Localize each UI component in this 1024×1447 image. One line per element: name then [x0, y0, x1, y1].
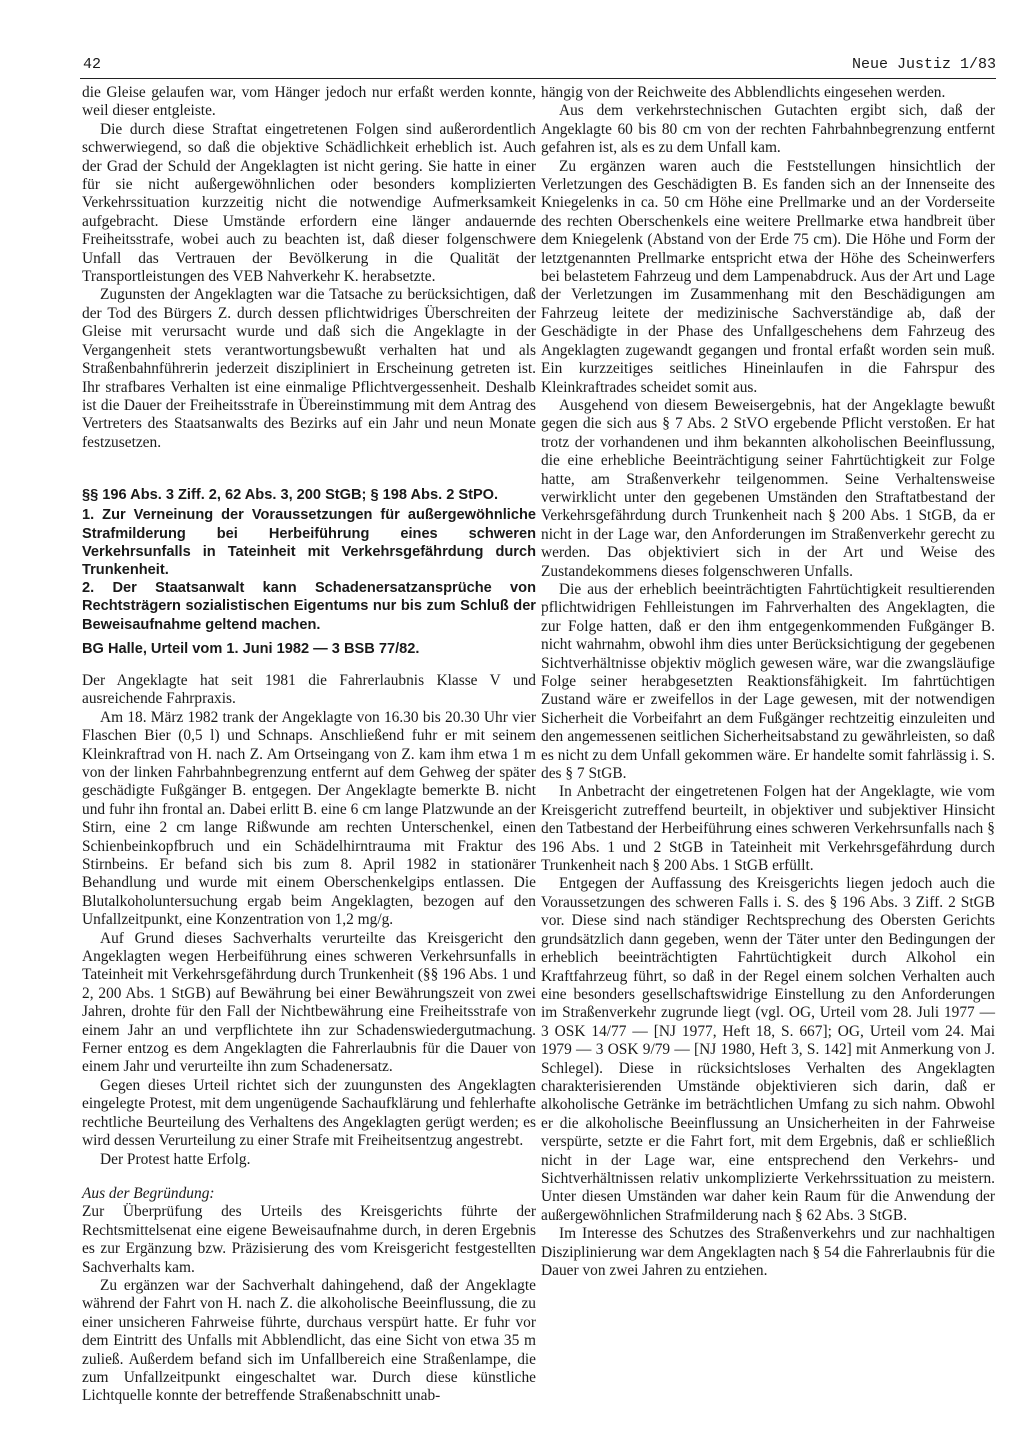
left-column	[82, 84, 536, 1406]
paragraph: Auf Grund dieses Sachverhalts verurteilte das Kreisgericht den Angeklagten wegen Herbeiführung eines schweren Verkehrsunfalls in Tateinheit mit Verkehrsgefährdung durch Trunkenheit (§§ 196 Abs. 1 und 2, 200 Abs. 1 StGB) auf Bewährung bei einer Bewährungszeit von zwei Jahren, drohte für den Fall der Nichtbewährung eine Freiheitsstrafe von einem Jahr an und verpflichtete ihn zur Schadenswiedergutmachung. Ferner entzog es dem Angeklagten die Fahrerlaubnis für die Dauer von einem Jahr und verurteilte ihn zum Schadenersatz.	[82, 929, 536, 1076]
paragraph: Zu ergänzen war der Sachverhalt dahingehend, daß der Angeklagte während der Fahrt von H. nach Z. die alkoholische Beeinflussung, die zu einer unsicheren Fahrweise führte, durchaus verspürt hatte. Er fuhr vor dem Eintritt des Unfalls mit Abblendlicht, das eine Sicht von etwa 35 m zuließ. Außerdem befand sich im Unfallbereich eine Straßenlampe, die zum Unfallzeitpunkt eingeschaltet war. Durch diese künstliche Lichtquelle konnte der betreffende Straßenabschnitt unab-	[82, 1276, 536, 1405]
paragraph: Gegen dieses Urteil richtet sich der zuungunsten des Angeklagten eingelegte Protest, mit dem ungenügende Sachaufklärung und fehlerhafte rechtliche Beurteilung des Verhaltens des Angeklagten gerügt werden; es wird dessen Verurteilung zu einer Strafe mit Freiheitsentzug angestrebt.	[82, 1076, 536, 1150]
court-decision: BG Halle, Urteil vom 1. Juni 1982 — 3 BSB 77/82.	[82, 640, 420, 657]
holding-1: 1. Zur Verneinung der Voraussetzungen für außergewöhnliche Strafmilderung bei Herbeiführung eines schweren Verkehrsunfalls in Tateinheit mit Verkehrsgefährdung durch Trunkenheit.	[82, 507, 536, 578]
page-number: 42	[83, 56, 102, 73]
paragraph: Entgegen der Auffassung des Kreisgerichts liegen jedoch auch die Voraussetzungen des schweren Falls i. S. des § 196 Abs. 3 Ziff. 2 StGB vor. Diese sind nach ständiger Rechtsprechung des Obersten Gerichts grundsätzlich dann gegeben, wenn der Täter unter den Bedingungen der erheblich beeinträchtigten Fahrtüchtigkeit durch Alkohol ein Kraftfahrzeug führt, so daß in der Regel einem solchen Verhalten auch eine besonders gesellschaftswidrige Einstellung zu den Anforderungen im Straßenverkehr zugrunde liegt (vgl. OG, Urteil vom 28. Juli 1977 — 3 OSK 14/77 — [NJ 1977, Heft 18, S. 667]; OG, Urteil vom 24. Mai 1979 — 3 OSK 9/79 — [NJ 1980, Heft 3, S. 142] mit Anmerkung von J. Schlegel). Diese in rücksichtsloses Verhalten des Angeklagten charakterisierenden Umstände objektivieren sich darin, daß er alkoholische Getränke im beträchtlichen Umfang zu sich nahm. Obwohl er die alkoholische Beeinflussung an Unsicherheiten in der Fahrweise verspürte, setzte er die Fahrt fort, mit dem Ergebnis, daß er schließlich nicht in der Lage war, eine entsprechend den Verkehrs- und Sichtverhältnissen relativ unkomplizierte Verkehrssituation zu meistern. Unter diesen Umständen war daher kein Raum für die Anwendung der außergewöhnlichen Strafmilderung nach § 62 Abs. 3 StGB.	[541, 875, 995, 1224]
paragraph: Zugunsten der Angeklagten war die Tatsache zu berücksichtigen, daß der Tod des Bürgers Z. durch dessen pflichtwidriges Überschreiten der Gleise mit verursacht wurde und daß sich die Angeklagte in der Vergangenheit stets verantwortungsbewußt verhalten hat und als Straßenbahnführerin jederzeit diszipliniert in Erscheinung getreten ist. Ihr strafbares Verhalten ist eine einmalige Pflichtvergessenheit. Deshalb ist die Dauer der Freiheitsstrafe in Übereinstimmung mit dem Antrag des Vertreters des Staatsanwalts des Bezirks auf ein Jahr und neun Monate festzusetzen.	[82, 286, 536, 451]
paragraph: Zu ergänzen waren auch die Feststellungen hinsichtlich der Verletzungen des Geschädigten B. Es fanden sich an der Innenseite des Kniegelenks in ca. 50 cm Höhe eine Prellmarke und an der Vorderseite des rechten Oberschenkels eine weitere Prellmarke etwa handbreit über dem Kniegelenk (Abstand von der Erde 75 cm). Die Höhe und Form der letztgenannten Prellmarke entspricht etwa der Höhe des Scheinwerfers bei belastetem Fahrzeug und dem Lampenabdruck. Aus der Art und Lage der Verletzungen im Zusammenhang mit den Beschädigungen am Fahrzeug leitete der medizinische Sachverständige ab, daß der Geschädigte in der Phase des Unfallgeschehens dem Fahrzeug des Angeklagten zugewandt gegangen und frontal erfaßt worden sein muß. Ein kurzzeitiges seitliches Hineinlaufen in die Fahrspur des Kleinkraftrades scheidet somit aus.	[541, 157, 995, 396]
paragraph: Der Protest hatte Erfolg.	[100, 1150, 251, 1168]
paragraph: hängig von der Reichweite des Abblendlichts eingesehen werden.	[541, 84, 946, 101]
section-heading: Aus der Begründung:	[82, 1184, 215, 1202]
paragraph: Der Angeklagte hat seit 1981 die Fahrerlaubnis Klasse V und ausreichende Fahrpraxis.	[82, 671, 536, 708]
paragraph: Die durch diese Straftat eingetretenen Folgen sind außerordentlich schwerwiegend, so daß die objektive Schädlichkeit erheblich ist. Auch der Grad der Schuld der Angeklagten ist nicht gering. Sie hatte in einer für sie nicht außergewöhnlichen oder besonders komplizierten Verkehrssituation kurzzeitig nicht die notwendige Aufmerksamkeit aufgebracht. Diese Umstände erfordern eine länger andauernde Freiheitsstrafe, wobei auch zu beachten ist, daß dieser folgenschwere Unfall das Vertrauen der Bevölkerung in die Qualität der Transportleistungen des VEB Nahverkehr K. herabsetzte.	[82, 120, 536, 286]
paragraph: die Gleise gelaufen war, vom Hänger jedoch nur erfaßt werden konnte, weil dieser entgleiste.	[82, 84, 536, 120]
paragraph: Im Interesse des Schutzes des Straßenverkehrs und zur nachhaltigen Disziplinierung war dem Angeklagten nach § 54 die Fahrerlaubnis für die Dauer von zwei Jahren zu entziehen.	[541, 1225, 995, 1279]
paragraph: Aus dem verkehrstechnischen Gutachten ergibt sich, daß der Angeklagte 60 bis 80 cm von der rechten Fahrbahnbegrenzung entfernt gefahren ist, als es zu dem Unfall kam.	[541, 102, 995, 157]
paragraph: Die aus der erheblich beeinträchtigten Fahrtüchtigkeit resultierenden pflichtwidrigen Fehlleistungen im Fahrverhalten des Angeklagten, die zur Folge hatten, daß er den ihm entgegenkommenden Fußgänger B. nicht wahrnahm, obwohl ihm dies unter Berücksichtigung der gegebenen Sichtverhältnisse objektiv möglich gewesen wäre, war die zwangsläufige Folge seiner herabgesetzten Reaktionsfähigkeit. Im fahrtüchtigen Zustand wäre er zweifellos in der Lage gewesen, mit der notwendigen Sicherheit die Vorbeifahrt an dem Fußgänger rechtzeitig einzuleiten und den angemessenen seitlichen Sicherheitsabstand zu gewährleisten, so daß es nicht zu dem Unfall gekommen wäre. Er handelte somit fahrlässig i. S. des § 7 StGB.	[541, 580, 995, 783]
paragraph: Ausgehend von diesem Beweisergebnis, hat der Angeklagte bewußt gegen die sich aus § 7 Abs. 2 StVO ergebende Pflicht verstoßen. Er hat trotz der vorhandenen und ihm bekannten alkoholischen Beeinflussung, die eine erhebliche Beeinträchtigung seiner Fahrtüchtigkeit zur Folge hatte, am Straßenverkehr teilgenommen. Seine Verhaltensweise verwirklicht unter den gegebenen Umständen den Straftatbestand der Verkehrsgefährdung durch Trunkenheit nach § 200 Abs. 1 StGB, da er nicht in der Lage war, den Anforderungen im Straßenverkehr gerecht zu werden. Das objektiviert sich in der Art und Weise des Zustandekommens dieses folgenschweren Unfalls.	[541, 396, 995, 580]
page-header	[80, 52, 996, 79]
paragraph: Zur Überprüfung des Urteils des Kreisgerichts führte der Rechtsmittelsenat eine eigene Beweisaufnahme durch, in deren Ergebnis es zur Ergänzung bzw. Präzisierung des vom Kreisgericht festgestellten Sachverhalts kam.	[82, 1203, 536, 1276]
paragraph: Am 18. März 1982 trank der Angeklagte von 16.30 bis 20.30 Uhr vier Flaschen Bier (0,5 l) und Schnaps. Anschließend fuhr er mit seinem Kleinkraftrad von H. nach Z. Am Ortseingang von Z. kam ihm etwa 1 m von der linken Fahrbahnbegrenzung entfernt auf dem Gehweg der später geschädigte Fußgänger B. entgegen. Der Angeklagte bemerkte B. nicht und fuhr ihn frontal an. Dabei erlitt B. eine 6 cm lange Platzwunde an der Stirn, eine 2 cm lange Rißwunde am rechten Unterschenkel, einen Schienbeinkopfbruch und ein Schädelhirntrauma mit Fraktur des Stirnbeins. Er befand sich bis zum 8. April 1982 in stationärer Behandlung und wurde mit einem Oberschenkelgips entlassen. Die Blutalkoholuntersuchung ergab beim Angeklagten, bezogen auf den Unfallzeitpunkt, eine Konzentration von 1,2 mg/g.	[82, 708, 536, 929]
right-column	[541, 84, 995, 1280]
journal-issue: Neue Justiz 1/83	[851, 56, 996, 73]
statute-citation: §§ 196 Abs. 3 Ziff. 2, 62 Abs. 3, 200 StGB; § 198 Abs. 2 StPO.	[82, 487, 499, 504]
holding-2: 2. Der Staatsanwalt kann Schadenersatzansprüche von Rechtsträgern sozialistischen Eigentums nur bis zum Schluß der Beweisaufnahme geltend machen.	[82, 580, 536, 633]
paragraph: In Anbetracht der eingetretenen Folgen hat der Angeklagte, wie vom Kreisgericht zutreffend beurteilt, in objektiver und subjektiver Hinsicht den Tatbestand der Herbeiführung eines schweren Verkehrsunfalls nach § 196 Abs. 1 und 2 StGB in Tateinheit mit Verkehrsgefährdung durch Trunkenheit nach § 200 Abs. 1 StGB erfüllt.	[541, 783, 995, 875]
